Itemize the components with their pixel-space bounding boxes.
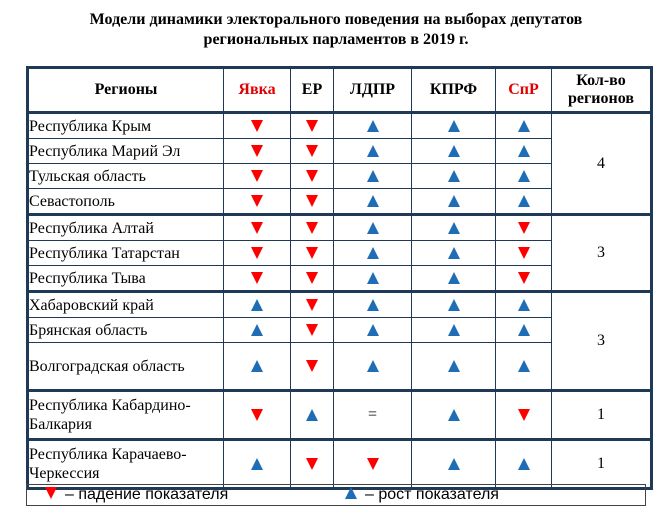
up-triangle-icon (518, 145, 530, 157)
indicator-cell (291, 164, 334, 189)
indicator-cell (412, 292, 496, 318)
header-kprf: КПРФ (412, 68, 496, 113)
table-row (28, 113, 652, 139)
up-triangle-icon (518, 195, 530, 207)
indicator-cell (334, 318, 412, 343)
up-triangle-icon (367, 195, 379, 207)
up-triangle-icon (367, 120, 379, 132)
up-triangle-icon (448, 195, 460, 207)
indicator-cell (496, 318, 552, 343)
indicator-cell (412, 113, 496, 139)
down-triangle-icon (306, 195, 318, 207)
indicator-cell (224, 164, 291, 189)
up-triangle-icon (518, 360, 530, 372)
up-triangle-icon (251, 299, 263, 311)
up-triangle-icon (518, 324, 530, 336)
title-line-1: Модели динамики электорального поведения на выборах депутатов (89, 11, 583, 28)
indicator-cell (496, 292, 552, 318)
header-count: Кол-во регионов (552, 68, 652, 113)
down-triangle-icon (45, 487, 57, 499)
up-triangle-icon (448, 145, 460, 157)
table-row (28, 292, 652, 318)
up-triangle-icon (251, 360, 263, 372)
indicator-cell (412, 266, 496, 292)
down-triangle-icon (306, 247, 318, 259)
indicator-cell (224, 391, 291, 440)
region-count: 1 (552, 391, 652, 440)
indicator-cell (291, 318, 334, 343)
indicator-cell (412, 164, 496, 189)
indicator-cell (496, 215, 552, 241)
indicator-cell (291, 189, 334, 215)
up-triangle-icon (448, 299, 460, 311)
up-triangle-icon (518, 170, 530, 182)
indicator-cell (334, 440, 412, 489)
up-triangle-icon (518, 458, 530, 470)
indicator-cell (496, 139, 552, 164)
up-triangle-icon (367, 272, 379, 284)
indicator-cell (496, 266, 552, 292)
region-name: Республика Алтай (28, 215, 224, 241)
indicator-cell (291, 241, 334, 266)
up-triangle-icon (345, 487, 357, 499)
indicator-cell (291, 391, 334, 440)
region-name: Севастополь (28, 189, 224, 215)
indicator-cell (224, 113, 291, 139)
up-triangle-icon (448, 360, 460, 372)
indicator-cell (496, 343, 552, 391)
indicator-cell (291, 139, 334, 164)
down-triangle-icon (518, 272, 530, 284)
indicator-cell (224, 343, 291, 391)
up-triangle-icon (448, 324, 460, 336)
down-triangle-icon (306, 360, 318, 372)
indicator-cell (224, 241, 291, 266)
indicator-cell (412, 391, 496, 440)
table-row (28, 215, 652, 241)
indicator-cell (496, 113, 552, 139)
down-triangle-icon (251, 145, 263, 157)
header-turnout: Явка (224, 68, 291, 113)
indicator-cell (412, 241, 496, 266)
indicator-cell (334, 266, 412, 292)
region-name: Брянская область (28, 318, 224, 343)
indicator-cell (291, 215, 334, 241)
indicator-cell (334, 292, 412, 318)
election-dynamics-table (26, 66, 653, 490)
region-name: Волгоградская область (28, 343, 224, 391)
header-ldpr: ЛДПР (334, 68, 412, 113)
indicator-cell (224, 215, 291, 241)
indicator-cell (496, 189, 552, 215)
indicator-cell (224, 266, 291, 292)
region-name: Республика Тыва (28, 266, 224, 292)
up-triangle-icon (367, 247, 379, 259)
down-triangle-icon (251, 170, 263, 182)
indicator-cell (291, 343, 334, 391)
down-triangle-icon (306, 272, 318, 284)
region-name: Тульская область (28, 164, 224, 189)
down-triangle-icon (518, 222, 530, 234)
down-triangle-icon (251, 195, 263, 207)
table-body (28, 113, 652, 489)
indicator-cell (496, 164, 552, 189)
indicator-cell (412, 343, 496, 391)
table-title (0, 10, 672, 50)
region-name: Республика Крым (28, 113, 224, 139)
down-triangle-icon (251, 222, 263, 234)
down-triangle-icon (306, 222, 318, 234)
up-triangle-icon (367, 222, 379, 234)
indicator-cell (496, 241, 552, 266)
indicator-cell (224, 292, 291, 318)
table-row (28, 440, 652, 489)
indicator-cell (334, 343, 412, 391)
up-triangle-icon (448, 222, 460, 234)
down-triangle-icon (306, 324, 318, 336)
region-name: Республика Татарстан (28, 241, 224, 266)
indicator-cell (224, 139, 291, 164)
up-triangle-icon (367, 170, 379, 182)
up-triangle-icon (367, 145, 379, 157)
region-count: 3 (552, 215, 652, 292)
header-row (28, 68, 652, 113)
down-triangle-icon (306, 170, 318, 182)
up-triangle-icon (367, 324, 379, 336)
region-count: 1 (552, 440, 652, 489)
down-triangle-icon (251, 247, 263, 259)
up-triangle-icon (518, 299, 530, 311)
legend-up-label: – рост показателя (365, 486, 499, 503)
legend-item-up (345, 486, 499, 504)
indicator-cell (412, 189, 496, 215)
up-triangle-icon (518, 120, 530, 132)
indicator-cell (224, 318, 291, 343)
indicator-cell (496, 440, 552, 489)
legend-item-down (45, 486, 228, 504)
down-triangle-icon (306, 458, 318, 470)
indicator-cell (334, 189, 412, 215)
up-triangle-icon (251, 458, 263, 470)
up-triangle-icon (448, 120, 460, 132)
up-triangle-icon (448, 458, 460, 470)
legend-down-label: – падение показателя (65, 486, 229, 503)
legend (26, 484, 646, 506)
header-regions: Регионы (28, 68, 224, 113)
down-triangle-icon (251, 272, 263, 284)
indicator-cell (334, 113, 412, 139)
no-change-icon: = (367, 406, 378, 423)
up-triangle-icon (306, 409, 318, 421)
indicator-cell (334, 215, 412, 241)
indicator-cell (412, 440, 496, 489)
down-triangle-icon (518, 247, 530, 259)
indicator-cell (224, 440, 291, 489)
indicator-cell (291, 266, 334, 292)
down-triangle-icon (306, 145, 318, 157)
up-triangle-icon (448, 247, 460, 259)
indicator-cell (291, 113, 334, 139)
up-triangle-icon (448, 272, 460, 284)
indicator-cell (291, 292, 334, 318)
indicator-cell (334, 241, 412, 266)
indicator-cell (496, 391, 552, 440)
up-triangle-icon (448, 170, 460, 182)
table-row (28, 391, 652, 440)
up-triangle-icon (367, 360, 379, 372)
indicator-cell (412, 318, 496, 343)
down-triangle-icon (251, 409, 263, 421)
region-name: Республика Карачаево-Черкессия (28, 440, 224, 489)
up-triangle-icon (251, 324, 263, 336)
header-er: ЕР (291, 68, 334, 113)
indicator-cell (412, 139, 496, 164)
indicator-cell (334, 139, 412, 164)
down-triangle-icon (251, 120, 263, 132)
down-triangle-icon (306, 299, 318, 311)
indicator-cell (224, 189, 291, 215)
down-triangle-icon (518, 409, 530, 421)
indicator-cell (334, 164, 412, 189)
region-name: Республика Кабардино-Балкария (28, 391, 224, 440)
region-name: Хабаровский край (28, 292, 224, 318)
region-count: 4 (552, 113, 652, 215)
down-triangle-icon (367, 458, 379, 470)
title-line-2: региональных парламентов в 2019 г. (203, 31, 469, 48)
header-spr: СпР (496, 68, 552, 113)
up-triangle-icon (367, 299, 379, 311)
region-count: 3 (552, 292, 652, 391)
down-triangle-icon (306, 120, 318, 132)
indicator-cell (291, 440, 334, 489)
indicator-cell (412, 215, 496, 241)
region-name: Республика Марий Эл (28, 139, 224, 164)
up-triangle-icon (448, 409, 460, 421)
indicator-cell (334, 391, 412, 440)
